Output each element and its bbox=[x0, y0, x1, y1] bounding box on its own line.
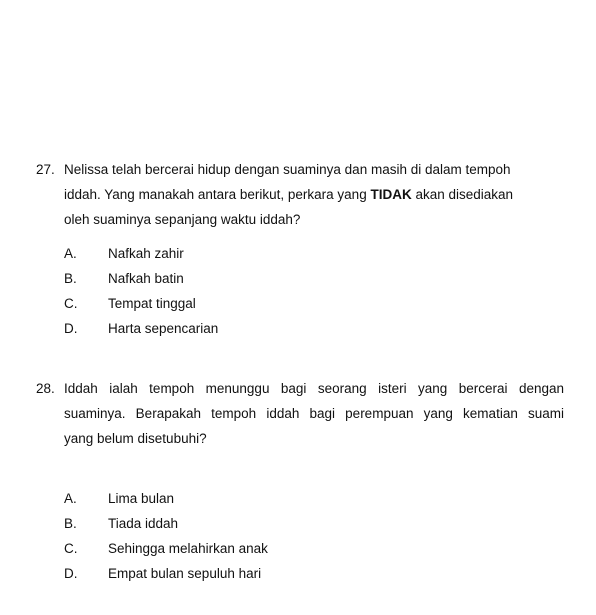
question-text-line-1: Nelissa telah bercerai hidup dengan suaminya dan masih di dalam tempoh bbox=[64, 162, 511, 177]
option-letter: B. bbox=[64, 271, 77, 286]
option-text: Tiada iddah bbox=[108, 516, 179, 531]
option-text: Harta sepencarian bbox=[108, 321, 219, 336]
option-letter: C. bbox=[64, 296, 78, 311]
option-text: Empat bulan sepuluh hari bbox=[108, 566, 262, 581]
option-letter: D. bbox=[64, 321, 78, 336]
option-letter: B. bbox=[64, 516, 77, 531]
option-letter: A. bbox=[64, 491, 77, 506]
option-text: Nafkah batin bbox=[108, 271, 184, 286]
option-letter: A. bbox=[64, 246, 77, 261]
option-letter: C. bbox=[64, 541, 78, 556]
question-number: 27. bbox=[36, 162, 55, 177]
question-number: 28. bbox=[36, 381, 55, 396]
question-text-line-3: oleh suaminya sepanjang waktu iddah? bbox=[64, 212, 301, 227]
question-text-line-2 bbox=[64, 187, 513, 203]
emphasis-text: TIDAK bbox=[370, 187, 412, 202]
option-text: Lima bulan bbox=[108, 491, 175, 506]
question-text-segment: iddah. Yang manakah antara berikut, perkara yang bbox=[64, 187, 367, 202]
option-text: Sehingga melahirkan anak bbox=[108, 541, 268, 556]
question-text-segment: akan disediakan bbox=[415, 187, 514, 202]
question-text-line-2: suaminya. Berapakah tempoh iddah bagi perempuan yang kematian suami bbox=[64, 406, 564, 421]
question-text-line-1: Iddah ialah tempoh menunggu bagi seorang isteri yang bercerai dengan bbox=[64, 381, 564, 396]
option-text: Tempat tinggal bbox=[108, 296, 196, 311]
option-text: Nafkah zahir bbox=[108, 246, 184, 261]
question-text-line-3: yang belum disetubuhi? bbox=[64, 431, 207, 446]
option-letter: D. bbox=[64, 566, 78, 581]
